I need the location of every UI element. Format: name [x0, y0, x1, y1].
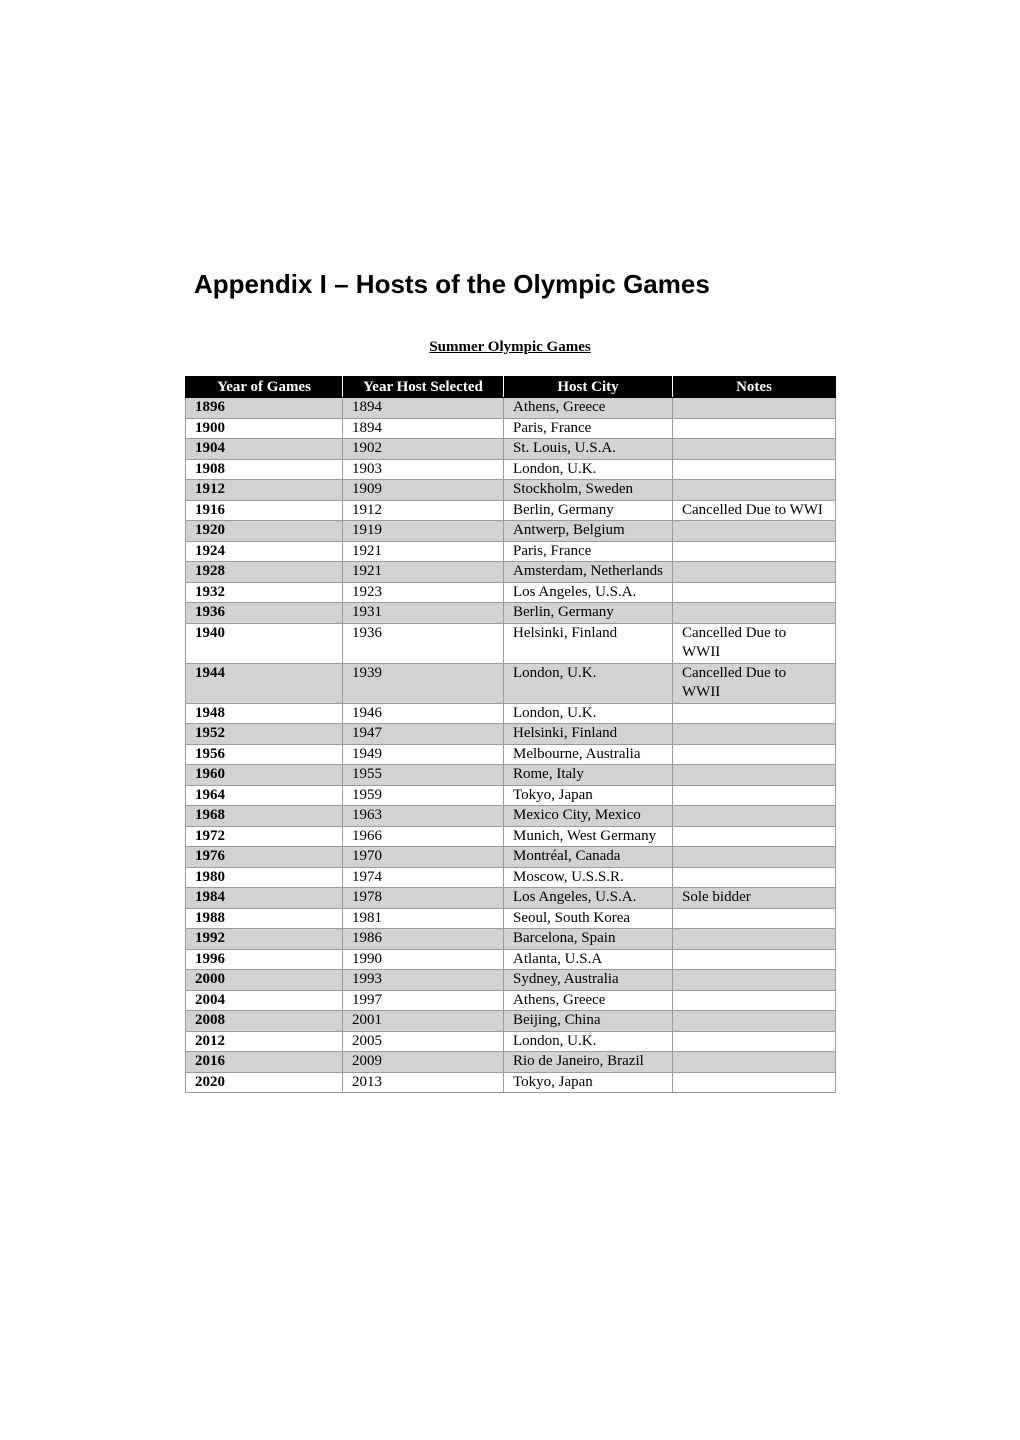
- cell-year-host-selected: 1931: [343, 603, 504, 624]
- cell-year-of-games: 1948: [186, 703, 343, 724]
- table-row: [186, 724, 836, 745]
- table-body: [186, 398, 836, 1093]
- table-row: [186, 562, 836, 583]
- table-row: [186, 970, 836, 991]
- cell-notes: [673, 1011, 836, 1032]
- cell-year-of-games: 1956: [186, 744, 343, 765]
- cell-host-city: Helsinki, Finland: [504, 623, 673, 663]
- cell-notes: [673, 970, 836, 991]
- cell-year-of-games: 1940: [186, 623, 343, 663]
- table-row: [186, 908, 836, 929]
- cell-notes: [673, 826, 836, 847]
- cell-year-of-games: 1896: [186, 398, 343, 419]
- cell-year-host-selected: 1923: [343, 582, 504, 603]
- cell-year-host-selected: 1921: [343, 541, 504, 562]
- table-row: [186, 744, 836, 765]
- table-header: [186, 377, 836, 398]
- cell-host-city: London, U.K.: [504, 459, 673, 480]
- cell-year-of-games: 1928: [186, 562, 343, 583]
- cell-year-host-selected: 1974: [343, 867, 504, 888]
- table-row: [186, 826, 836, 847]
- cell-host-city: Tokyo, Japan: [504, 785, 673, 806]
- table-row: [186, 990, 836, 1011]
- cell-notes: Sole bidder: [673, 888, 836, 909]
- cell-year-host-selected: 1902: [343, 439, 504, 460]
- cell-year-host-selected: 2009: [343, 1052, 504, 1073]
- cell-notes: [673, 929, 836, 950]
- cell-year-of-games: 2008: [186, 1011, 343, 1032]
- cell-year-of-games: 1932: [186, 582, 343, 603]
- cell-host-city: Seoul, South Korea: [504, 908, 673, 929]
- header-year-host-selected: Year Host Selected: [343, 377, 504, 398]
- cell-host-city: Sydney, Australia: [504, 970, 673, 991]
- table-row: [186, 398, 836, 419]
- table-row: [186, 765, 836, 786]
- cell-host-city: London, U.K.: [504, 1031, 673, 1052]
- cell-host-city: Moscow, U.S.S.R.: [504, 867, 673, 888]
- table-row: [186, 867, 836, 888]
- cell-notes: [673, 867, 836, 888]
- cell-year-host-selected: 1959: [343, 785, 504, 806]
- cell-year-of-games: 1912: [186, 480, 343, 501]
- cell-notes: [673, 847, 836, 868]
- cell-host-city: Los Angeles, U.S.A.: [504, 888, 673, 909]
- cell-year-host-selected: 1997: [343, 990, 504, 1011]
- cell-host-city: Barcelona, Spain: [504, 929, 673, 950]
- cell-year-host-selected: 1894: [343, 418, 504, 439]
- cell-year-host-selected: 1947: [343, 724, 504, 745]
- cell-year-of-games: 1984: [186, 888, 343, 909]
- table-row: [186, 1052, 836, 1073]
- header-row: [186, 377, 836, 398]
- table-row: [186, 1031, 836, 1052]
- cell-notes: [673, 765, 836, 786]
- cell-year-of-games: 1996: [186, 949, 343, 970]
- cell-notes: [673, 908, 836, 929]
- cell-year-of-games: 1964: [186, 785, 343, 806]
- cell-host-city: Antwerp, Belgium: [504, 521, 673, 542]
- cell-host-city: Beijing, China: [504, 1011, 673, 1032]
- cell-year-host-selected: 1963: [343, 806, 504, 827]
- cell-year-host-selected: 1993: [343, 970, 504, 991]
- cell-notes: [673, 418, 836, 439]
- table-row: [186, 806, 836, 827]
- cell-year-host-selected: 1981: [343, 908, 504, 929]
- cell-year-of-games: 1952: [186, 724, 343, 745]
- cell-notes: [673, 744, 836, 765]
- header-host-city: Host City: [504, 377, 673, 398]
- cell-year-of-games: 1936: [186, 603, 343, 624]
- cell-year-host-selected: 2005: [343, 1031, 504, 1052]
- cell-host-city: London, U.K.: [504, 663, 673, 703]
- cell-year-host-selected: 1921: [343, 562, 504, 583]
- cell-host-city: Munich, West Germany: [504, 826, 673, 847]
- cell-notes: [673, 1072, 836, 1093]
- table-row: [186, 663, 836, 703]
- table-row: [186, 1011, 836, 1032]
- cell-host-city: Berlin, Germany: [504, 603, 673, 624]
- cell-year-host-selected: 1986: [343, 929, 504, 950]
- table-row: [186, 603, 836, 624]
- cell-host-city: Tokyo, Japan: [504, 1072, 673, 1093]
- cell-year-of-games: 2000: [186, 970, 343, 991]
- cell-notes: [673, 785, 836, 806]
- cell-year-of-games: 1924: [186, 541, 343, 562]
- cell-host-city: Helsinki, Finland: [504, 724, 673, 745]
- cell-notes: [673, 1052, 836, 1073]
- cell-notes: [673, 582, 836, 603]
- cell-notes: [673, 521, 836, 542]
- cell-host-city: Athens, Greece: [504, 398, 673, 419]
- cell-year-host-selected: 2013: [343, 1072, 504, 1093]
- cell-year-host-selected: 1912: [343, 500, 504, 521]
- cell-host-city: Los Angeles, U.S.A.: [504, 582, 673, 603]
- cell-notes: [673, 398, 836, 419]
- cell-notes: [673, 480, 836, 501]
- cell-notes: [673, 603, 836, 624]
- table-row: [186, 888, 836, 909]
- table-row: [186, 623, 836, 663]
- section-title: Summer Olympic Games: [429, 339, 591, 355]
- cell-year-of-games: 1944: [186, 663, 343, 703]
- cell-year-of-games: 1916: [186, 500, 343, 521]
- cell-host-city: Montréal, Canada: [504, 847, 673, 868]
- cell-year-host-selected: 1966: [343, 826, 504, 847]
- cell-year-of-games: 1960: [186, 765, 343, 786]
- table-row: [186, 929, 836, 950]
- cell-host-city: Atlanta, U.S.A: [504, 949, 673, 970]
- table-row: [186, 1072, 836, 1093]
- table-row: [186, 847, 836, 868]
- cell-year-host-selected: 1955: [343, 765, 504, 786]
- cell-year-of-games: 2012: [186, 1031, 343, 1052]
- table-row: [186, 582, 836, 603]
- cell-notes: [673, 990, 836, 1011]
- cell-year-of-games: 1968: [186, 806, 343, 827]
- cell-notes: Cancelled Due to WWII: [673, 663, 836, 703]
- cell-year-host-selected: 1949: [343, 744, 504, 765]
- cell-year-of-games: 1992: [186, 929, 343, 950]
- header-notes: Notes: [673, 377, 836, 398]
- cell-notes: [673, 541, 836, 562]
- cell-notes: Cancelled Due to WWII: [673, 623, 836, 663]
- cell-year-of-games: 1980: [186, 867, 343, 888]
- cell-notes: Cancelled Due to WWI: [673, 500, 836, 521]
- cell-host-city: London, U.K.: [504, 703, 673, 724]
- cell-year-host-selected: 1903: [343, 459, 504, 480]
- table-row: [186, 500, 836, 521]
- cell-year-of-games: 1908: [186, 459, 343, 480]
- cell-year-host-selected: 1978: [343, 888, 504, 909]
- cell-host-city: Athens, Greece: [504, 990, 673, 1011]
- olympic-hosts-table: [185, 376, 836, 1093]
- cell-notes: [673, 1031, 836, 1052]
- cell-year-of-games: 2020: [186, 1072, 343, 1093]
- cell-notes: [673, 949, 836, 970]
- cell-year-host-selected: 1936: [343, 623, 504, 663]
- cell-year-host-selected: 1946: [343, 703, 504, 724]
- table-row: [186, 949, 836, 970]
- cell-notes: [673, 459, 836, 480]
- table-row: [186, 521, 836, 542]
- cell-host-city: Mexico City, Mexico: [504, 806, 673, 827]
- cell-year-host-selected: 1990: [343, 949, 504, 970]
- page-title: Appendix I – Hosts of the Olympic Games: [194, 269, 710, 299]
- cell-notes: [673, 724, 836, 745]
- cell-notes: [673, 703, 836, 724]
- cell-year-of-games: 1900: [186, 418, 343, 439]
- cell-year-of-games: 1920: [186, 521, 343, 542]
- cell-year-of-games: 1904: [186, 439, 343, 460]
- cell-host-city: Melbourne, Australia: [504, 744, 673, 765]
- table-row: [186, 480, 836, 501]
- cell-host-city: Stockholm, Sweden: [504, 480, 673, 501]
- cell-notes: [673, 806, 836, 827]
- table-row: [186, 541, 836, 562]
- cell-host-city: Paris, France: [504, 418, 673, 439]
- table-row: [186, 703, 836, 724]
- table-row: [186, 459, 836, 480]
- cell-year-host-selected: 1970: [343, 847, 504, 868]
- cell-year-of-games: 1988: [186, 908, 343, 929]
- cell-year-host-selected: 1909: [343, 480, 504, 501]
- cell-year-of-games: 1972: [186, 826, 343, 847]
- table-row: [186, 785, 836, 806]
- cell-year-host-selected: 1894: [343, 398, 504, 419]
- cell-year-host-selected: 1919: [343, 521, 504, 542]
- cell-host-city: St. Louis, U.S.A.: [504, 439, 673, 460]
- cell-year-host-selected: 2001: [343, 1011, 504, 1032]
- cell-year-of-games: 2004: [186, 990, 343, 1011]
- cell-host-city: Amsterdam, Netherlands: [504, 562, 673, 583]
- table-row: [186, 439, 836, 460]
- cell-host-city: Berlin, Germany: [504, 500, 673, 521]
- cell-host-city: Paris, France: [504, 541, 673, 562]
- cell-host-city: Rome, Italy: [504, 765, 673, 786]
- cell-notes: [673, 562, 836, 583]
- header-year-of-games: Year of Games: [186, 377, 343, 398]
- cell-host-city: Rio de Janeiro, Brazil: [504, 1052, 673, 1073]
- cell-year-of-games: 2016: [186, 1052, 343, 1073]
- cell-year-of-games: 1976: [186, 847, 343, 868]
- cell-notes: [673, 439, 836, 460]
- table-row: [186, 418, 836, 439]
- cell-year-host-selected: 1939: [343, 663, 504, 703]
